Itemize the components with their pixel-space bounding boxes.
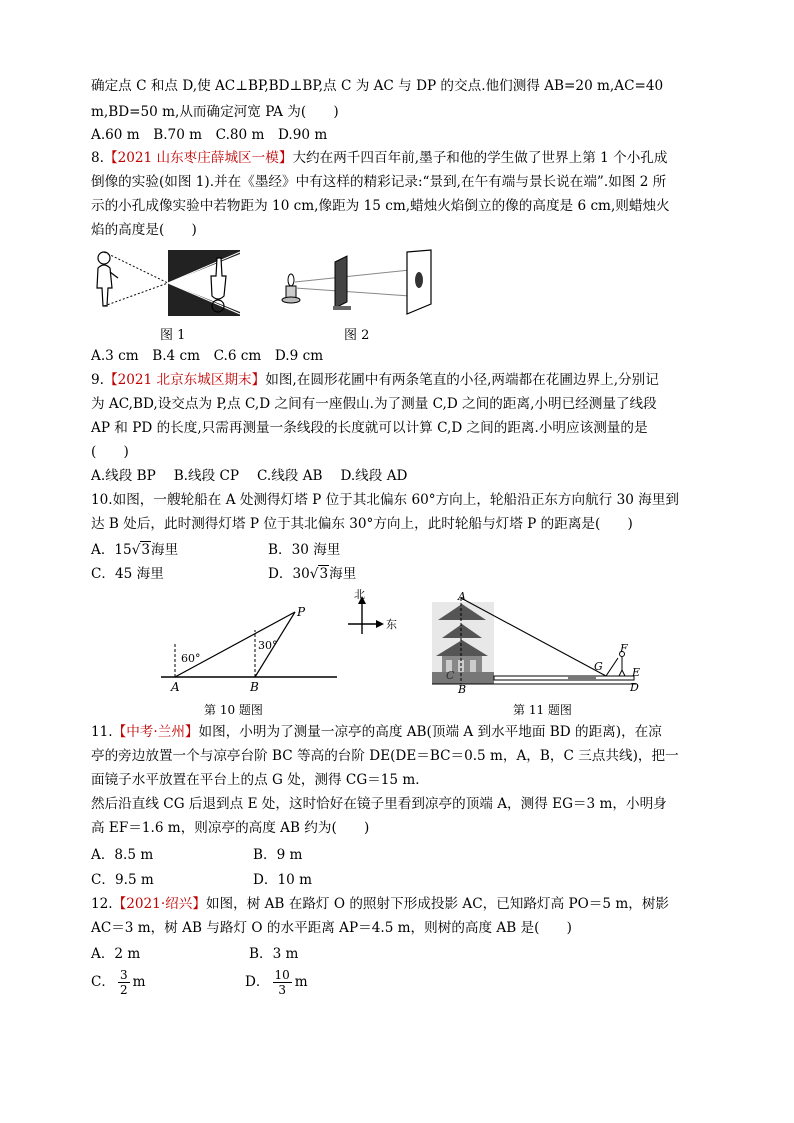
q8-text-line-1	[91, 149, 668, 167]
point-b-label: B	[458, 683, 467, 696]
q10-option-b: B．30 海里	[268, 542, 341, 558]
q11-text-line-5: 高 EF＝1.6 m，则凉亭的高度 AB 约为( )	[91, 820, 370, 836]
q10-option-a: A．15√3海里	[91, 542, 179, 558]
q7-text-line-2: m,BD=50 m,从而确定河宽 PA 为( )	[91, 104, 339, 120]
q9-options: A.线段 BP B.线段 CP C.线段 AB D.线段 AD	[91, 468, 408, 484]
q12-option-b: B．3 m	[249, 946, 299, 962]
q9-text-line-4: ( )	[91, 444, 129, 460]
person-figure	[619, 652, 625, 677]
q12-option-d-numerator: 10	[274, 968, 290, 982]
line-gf	[606, 658, 618, 676]
q12-line-1-text: 如图，树 AB 在路灯 O 的照射下形成投影 AC，已知路灯高 PO＝5 m，树影	[205, 896, 670, 912]
q8-figure-2-caption: 图 2	[344, 328, 370, 343]
q10-text-line-2: 达 B 处后，此时测得灯塔 P 位于其北偏东 30°方向上，此时轮船与灯塔 P 的距离是( )	[91, 516, 633, 532]
q11-text-line-1	[91, 723, 662, 741]
q12-option-c-unit: m	[132, 974, 146, 990]
point-f-label: F	[620, 642, 628, 655]
q12-number: 12.	[91, 896, 113, 912]
standing-figure-illustration	[97, 252, 118, 306]
pinhole-board	[333, 256, 351, 310]
q12-option-d-denominator: 3	[278, 983, 286, 997]
q12-option-a: A．2 m	[91, 946, 141, 962]
angle-30-label: 30°	[258, 639, 278, 652]
q9-text-line-2: 为 AC,BD,设交点为 P,点 C,D 之间有一座假山.为了测量 C,D 之间的距离,小明已经测量了线段	[91, 396, 657, 412]
q10-option-a-prefix: A．15	[91, 542, 132, 558]
q7-text-line-1: 确定点 C 和点 D,使 AC⊥BP,BD⊥BP,点 C 为 AC 与 DP 的交点.他们测得 AB=20 m,AC=40	[91, 78, 664, 94]
q8-figure-1	[90, 248, 250, 318]
point-a-label: A	[171, 680, 180, 694]
q9-text-line-1	[91, 371, 659, 389]
q11-line-1-text: 如图，小明为了测量一凉亭的高度 AB(顶端 A 到水平地面 BD 的距离)，在凉	[198, 724, 662, 740]
east-arrow-icon	[376, 620, 384, 628]
q10-option-c: C．45 海里	[91, 566, 164, 582]
q12-option-c-denominator: 2	[120, 983, 128, 997]
point-c-label: C	[446, 669, 455, 682]
q9-line-1-text: 如图,在圆形花圃中有两条笔直的小径,两端都在花圃边界上,分别记	[265, 372, 659, 388]
point-e-label: E	[632, 666, 641, 679]
q12-option-c-fraction	[118, 968, 130, 997]
north-label: 北	[354, 588, 365, 601]
q11-number: 11.	[91, 724, 113, 740]
q8-figure-1-caption: 图 1	[160, 328, 186, 343]
q11-option-b: B．9 m	[253, 847, 303, 863]
platform	[494, 676, 634, 680]
q10-text-line-1: 10.如图，一艘轮船在 A 处测得灯塔 P 位于其北偏东 60°方向上，轮船沿正东方向航行 30 海里到	[91, 492, 679, 508]
q8-source: 【2021 山东枣庄薛城区一模】	[103, 150, 293, 166]
q12-option-d-prefix: D．	[245, 974, 270, 990]
q12-text-line-2: AC＝3 m，树 AB 与路灯 O 的水平距离 AP＝4.5 m，则树的高度 AB 是( )	[91, 920, 572, 936]
point-b-label: B	[250, 680, 259, 694]
dark-chamber	[168, 250, 240, 316]
q11-option-a: A．8.5 m	[91, 847, 154, 863]
q12-option-d-unit: m	[294, 974, 308, 990]
point-g-label: G	[594, 660, 603, 673]
pavilion-illustration	[432, 602, 494, 684]
q11-figure-caption: 第 11 题图	[513, 703, 572, 717]
compass-rose	[344, 588, 404, 638]
point-a-label: A	[458, 590, 466, 603]
q10-option-d: D．30√3海里	[268, 566, 357, 582]
q10-option-a-radicand: 3	[141, 542, 151, 558]
q11-option-d: D．10 m	[253, 872, 313, 888]
q11-text-line-3: 面镜子水平放置在平台上的点 G 处，测得 CG＝15 m．	[91, 772, 429, 788]
point-d-label: D	[630, 681, 639, 694]
q12-option-d-fraction	[273, 968, 292, 997]
q8-text-line-2: 倒像的实验(如图 1).并在《墨经》中有这样的精彩记录:“景到,在午有端与景长说在端”.如图 2 所	[91, 174, 667, 190]
q12-option-d	[245, 968, 308, 997]
point-p-label: P	[297, 605, 306, 619]
q12-option-c	[91, 968, 146, 997]
q10-option-d-radicand: 3	[319, 566, 329, 582]
projection-screen	[407, 250, 431, 314]
q8-text-line-4: 焰的高度是( )	[91, 222, 197, 238]
q10-figure-caption: 第 10 题图	[204, 703, 263, 717]
q8-figure-2	[275, 248, 445, 318]
q11-source: 【中考·兰州】	[112, 724, 199, 740]
q10-option-a-unit: 海里	[151, 542, 179, 558]
q12-text-line-1	[91, 895, 669, 913]
q12-option-c-prefix: C．	[91, 974, 115, 990]
q8-line-1-text: 大约在两千四百年前,墨子和他的学生做了世界上第 1 个小孔成	[292, 150, 668, 166]
q12-option-c-numerator: 3	[120, 968, 128, 982]
q9-source: 【2021 北京东城区期末】	[103, 372, 266, 388]
q8-options: A.3 cm B.4 cm C.6 cm D.9 cm	[91, 348, 324, 364]
q8-text-line-3: 示的小孔成像实验中若物距为 10 cm,像距为 15 cm,蜡烛火焰倒立的像的高度是 6 cm,则蜡烛火	[91, 198, 670, 214]
q10-figure	[155, 600, 345, 695]
q11-text-line-4: 然后沿直线 CG 后退到点 E 处，这时恰好在镜子里看到凉亭的顶端 A，测得 EG＝3 m，小明身	[91, 796, 667, 812]
q11-figure	[428, 590, 646, 696]
q10-option-d-prefix: D．30	[268, 566, 310, 582]
q10-option-d-unit: 海里	[329, 566, 357, 582]
q11-option-c: C．9.5 m	[91, 872, 154, 888]
mirror-marker	[568, 676, 596, 680]
q9-text-line-3: AP 和 PD 的长度,只需再测量一条线段的长度就可以计算 C,D 之间的距离.小明应该测量的是	[91, 420, 648, 436]
q12-source: 【2021·绍兴】	[112, 896, 206, 912]
q11-text-line-2: 亭的旁边放置一个与凉亭台阶 BC 等高的台阶 DE(DE＝BC＝0.5 m，A，B，C 三点共线)，把一	[91, 748, 679, 764]
east-label: 东	[386, 618, 397, 631]
q9-number: 9.	[91, 372, 104, 388]
q8-number: 8.	[91, 150, 104, 166]
q7-options: A.60 m B.70 m C.80 m D.90 m	[91, 127, 328, 143]
angle-60-label: 60°	[181, 652, 201, 665]
